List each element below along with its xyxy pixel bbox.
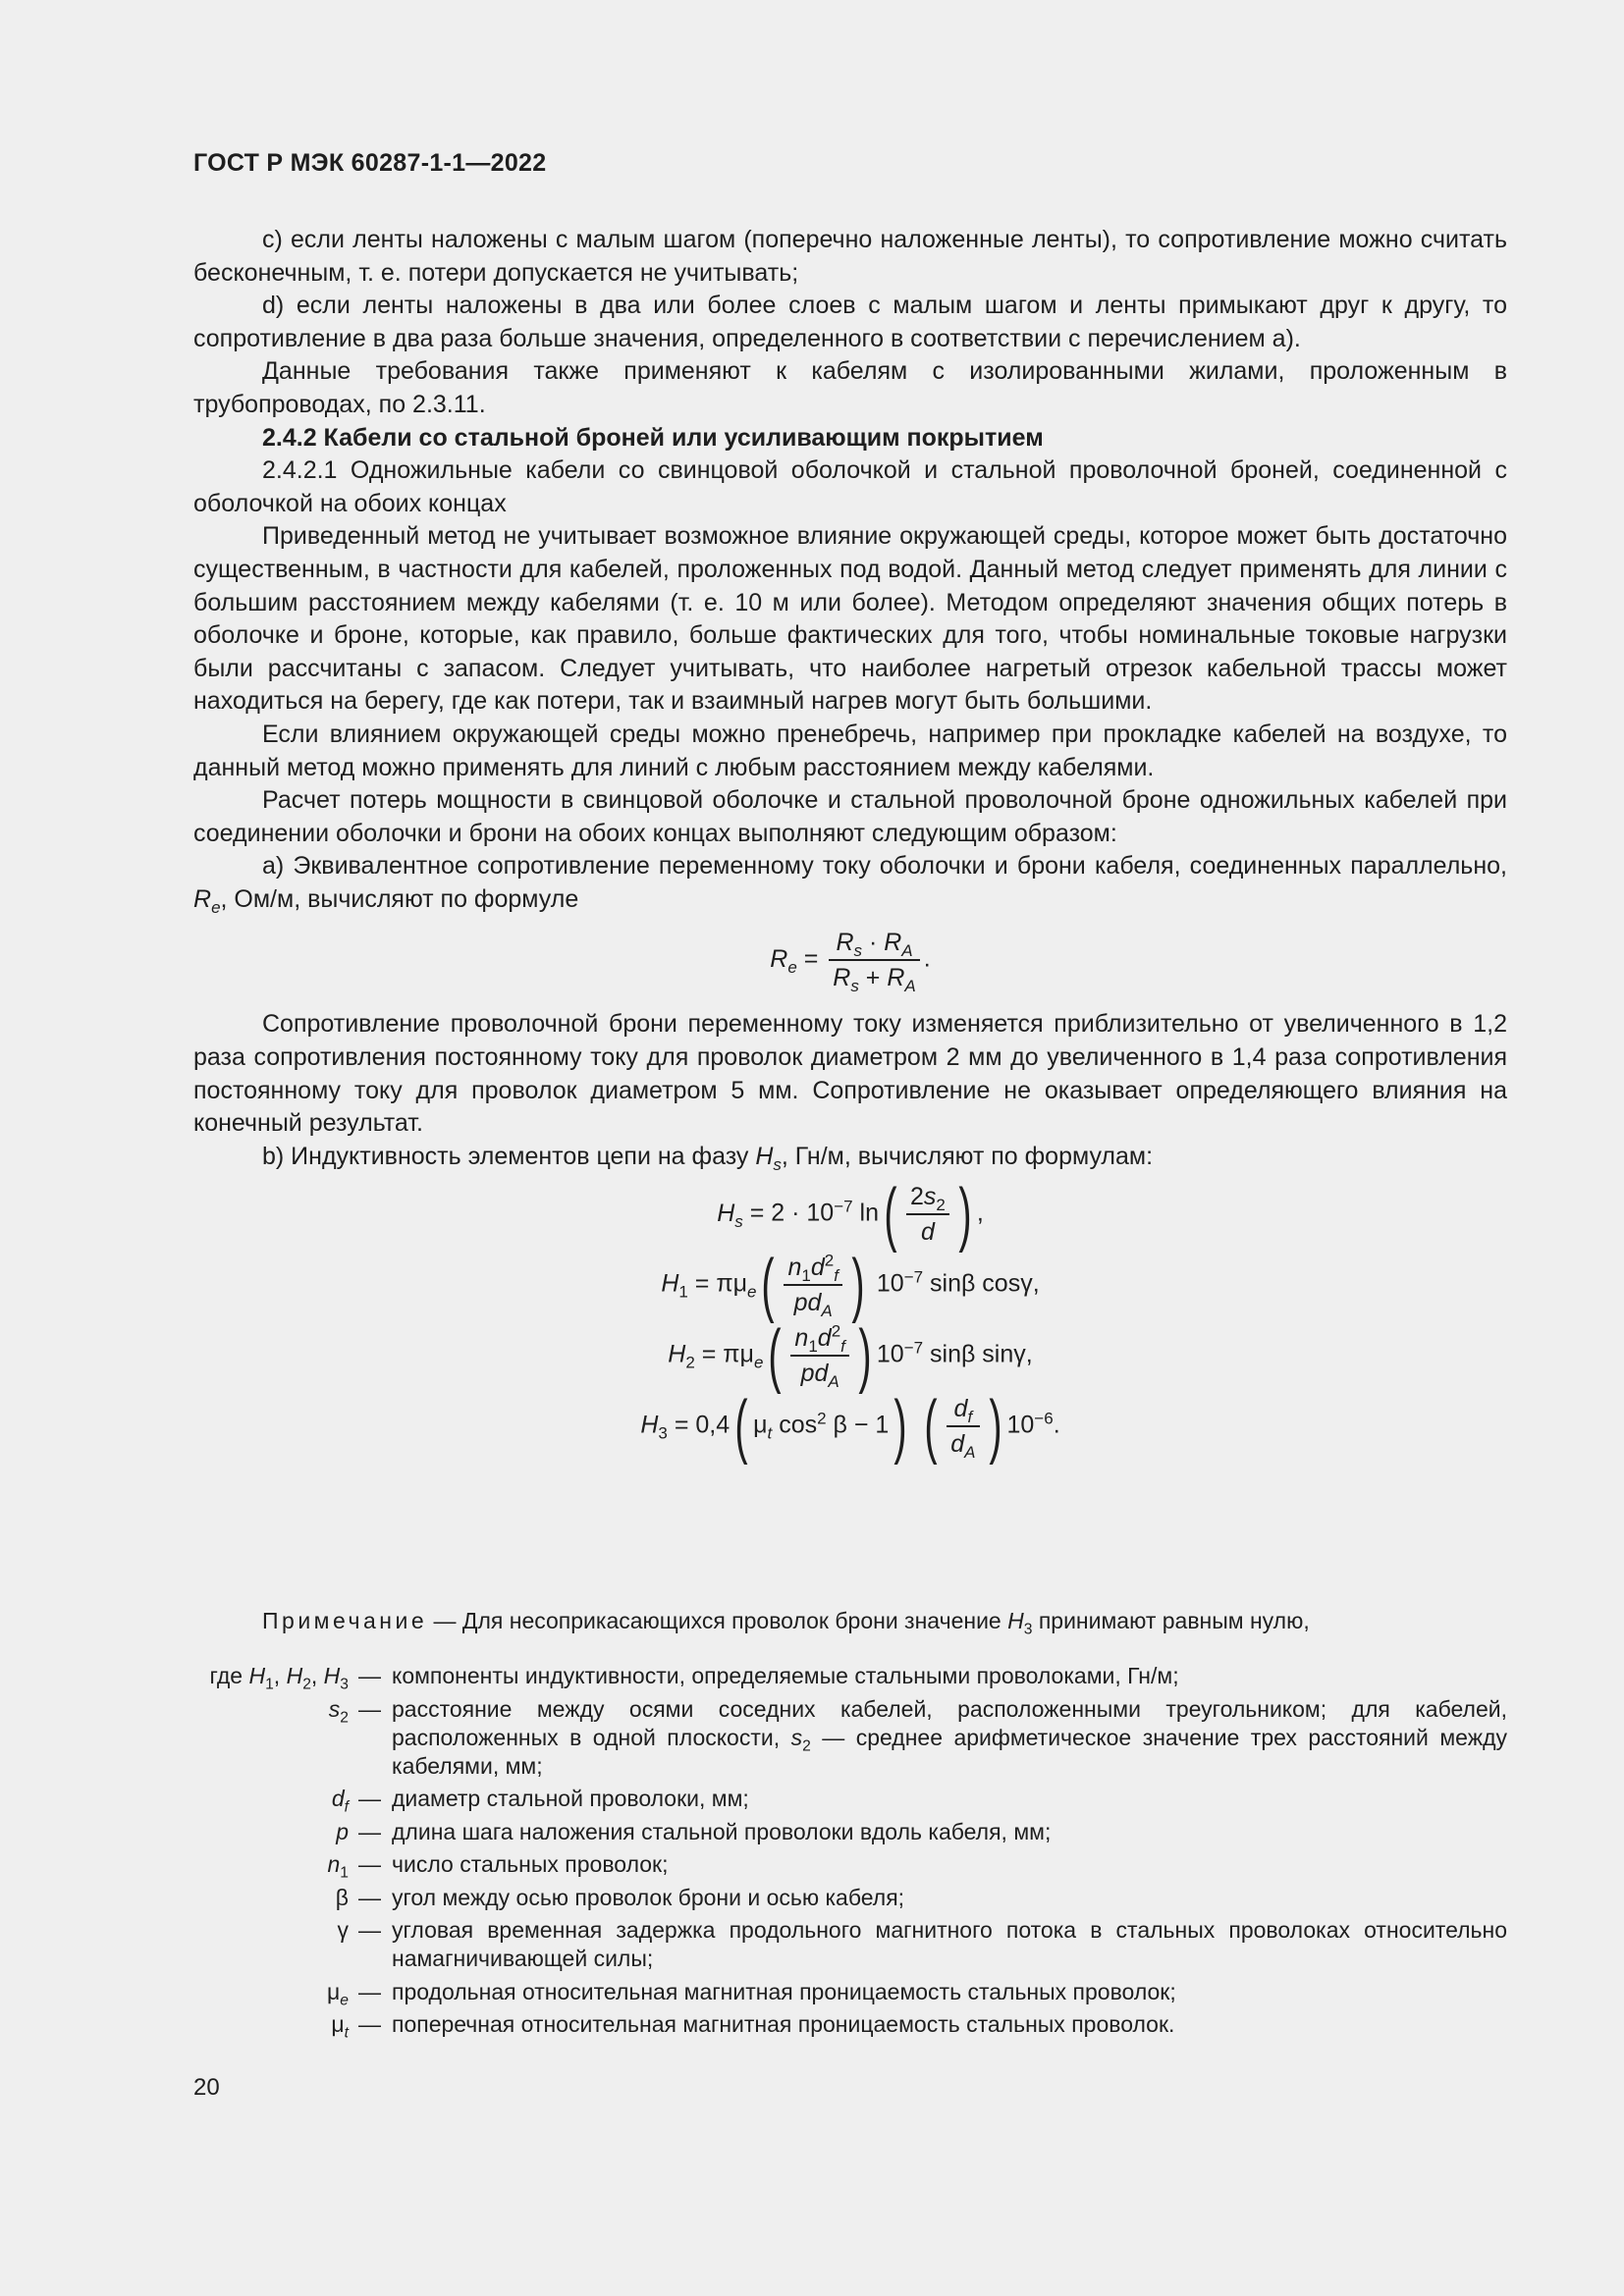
formula-hs: $H_s = 2 \cdot 10^{-7}$ ln( $\frac{2s_2}{d}$ ) , (717, 1175, 984, 1255)
definitions-list (157, 1662, 1507, 2044)
formula-h1: $H_1 = \pi\mu_e$( $\frac{n_1d^2_f}{pd_A}$ ) $10^{-7}$ sinβ cosγ, (661, 1246, 1040, 1325)
definition-item: $\mu_e$ — продольная относительная магнитная проницаемость стальных проволок; (327, 1978, 1176, 2009)
definition-item: γ — угловая временная задержка продольного магнитного потока в стальных проволоках относительно намагничивающей силы; (337, 1917, 1507, 1971)
definition-item: p — длина шага наложения стальной проволоки вдоль кабеля, мм; (336, 1818, 1052, 1844)
definition-item: $d_f$ — диаметр стальной проволоки, мм; (331, 1786, 749, 1816)
paragraph-d: d) если ленты наложены в два или более слоев с малым шагом и ленты примыкают друг к другу, то сопротивление в два раза больше значения, определенного в соответствии с перечислением а). (193, 292, 1507, 352)
definition-item: $s_2$ — расстояние между осями соседних кабелей, расположенными треугольником; для кабелей, расположенных в одной плоскости, $s_2$ — среднее арифметическое значение трех расстояний между кабелями, мм; (328, 1695, 1507, 1779)
paragraph-2421: 2.4.2.1 Одножильные кабели со свинцовой оболочкой и стальной проволочной броней, соединенной с оболочкой на обоих концах (193, 456, 1507, 517)
page-number: 20 (193, 2074, 220, 2101)
definition-item: $\mu_t$ — поперечная относительная магнитная проницаемость стальных проволок. (331, 2011, 1175, 2042)
formula-h2: $H_2 = \pi\mu_e$( $\frac{n_1d^2_f}{pd_A}$ ) $10^{-7}$ sinβ sinγ, (668, 1316, 1033, 1396)
paragraph-environment: Если влиянием окружающей среды можно пренебречь, например при прокладке кабелей на воздухе, то данный метод можно применять для линий с любым расстоянием между кабелями. (193, 720, 1507, 781)
formula-re: $R_e$ = $\frac{R_s \cdot R_A}{R_s + R_A}$ . (193, 926, 1507, 994)
paragraph-requirements: Данные требования также применяют к кабелям с изолированными жилами, проложенным в трубопроводах, по 2.3.11. (193, 357, 1507, 418)
document-header: ГОСТ Р МЭК 60287-1-1—2022 (193, 149, 547, 177)
paragraph-a: а) Эквивалентное сопротивление переменному току оболочки и брони кабеля, соединенных параллельно, $R_e$, Ом/м, вычисляют по формуле (193, 852, 1507, 917)
definition-item: β — угол между осью проволок брони и осью кабеля; (335, 1884, 905, 1910)
paragraph-b: b) Индуктивность элементов цепи на фазу $H_s$, Гн/м, вычисляют по формулам: (262, 1142, 1154, 1174)
paragraph-calculation: Расчет потерь мощности в свинцовой оболочке и стальной проволочной броне одножильных кабелей при соединении оболочки и брони на обоих концах выполняют следующим образом: (193, 786, 1507, 847)
note: Примечание — Для несоприкасающихся проволок брони значение $H_3$ принимают равным нулю, (262, 1608, 1310, 1638)
section-heading: 2.4.2 Кабели со стальной броней или усиливающим покрытием (262, 423, 1044, 452)
paragraph-resistance: Сопротивление проволочной брони переменному току изменяется приблизительно от увеличенного в 1,2 раза сопротивления постоянному току для проволок диаметром 2 мм до увеличенного в 1,4 раза сопротивления постоянному току для проволок диаметром 5 мм. Сопротивление не оказывает определяющего влияния на конечный результат. (193, 1010, 1507, 1138)
paragraph-method: Приведенный метод не учитывает возможное влияние окружающей среды, которое может быть достаточно существенным, в частности для кабелей, проложенных под водой. Данный метод следует применять для линии с большим расстоянием между кабелями (т. е. 10 м или более). Методом определяют значения общих потерь в оболочке и броне, которые, как правило, больше фактических для того, чтобы номинальные токовые нагрузки были рассчитаны с запасом. Следует учитывать, что наиболее нагретый отрезок кабельной трассы может находиться на берегу, где как потери, так и взаимный нагрев могут быть большими. (193, 522, 1507, 716)
formula-h3: $H_3 = 0,4$( $\mu_t$ $\cos^2 \beta - 1$) ( $\frac{d_f}{d_A}$ ) $10^{-6}$. (640, 1387, 1060, 1467)
paragraph-c: c) если ленты наложены с малым шагом (поперечно наложенные ленты), то сопротивление можно считать бесконечным, т. е. потери допускается не учитывать; (193, 226, 1507, 287)
main-text (193, 224, 1507, 1467)
note-label: Примечание (262, 1608, 428, 1633)
definition-item: где $H_1$, $H_2$, $H_3$ — компоненты индуктивности, определяемые стальными проволоками, Гн/м; (209, 1663, 1179, 1693)
definition-item: $n_1$ — число стальных проволок; (327, 1851, 669, 1882)
